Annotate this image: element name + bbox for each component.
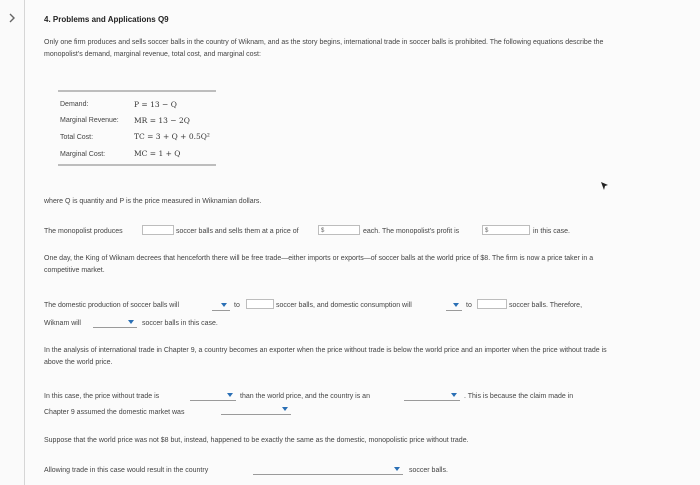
monopolist-suffix: in this case. <box>533 228 570 235</box>
country-role-dropdown[interactable] <box>404 391 460 401</box>
monopolist-mid2: each. The monopolist's profit is <box>363 228 460 235</box>
eq-formula-marginal-revenue: MR = 13 − 2Q <box>134 116 190 125</box>
case-prefix: In this case, the price without trade is <box>44 393 160 400</box>
allowing-suffix: soccer balls. <box>409 467 448 474</box>
domestic-prefix: The domestic production of soccer balls will <box>44 302 180 309</box>
price-comparison-dropdown[interactable] <box>190 391 236 401</box>
chevron-down-icon <box>282 407 288 411</box>
eq-label-marginal-cost: Marginal Cost: <box>60 151 106 158</box>
profit-input[interactable]: $ <box>482 225 530 235</box>
domestic-suffix: soccer balls. Therefore, <box>509 302 583 309</box>
where-text: where Q is quantity and P is the price measured in Wiknamian dollars. <box>44 198 262 205</box>
eq-formula-demand: P = 13 − Q <box>134 100 177 109</box>
case-line2-prefix: Chapter 9 assumed the domestic market was <box>44 409 185 416</box>
domestic-line2-suffix: soccer balls in this case. <box>142 320 218 327</box>
consumption-quantity-input[interactable] <box>477 299 507 309</box>
monopolist-mid1: soccer balls and sells them at a price of <box>176 228 299 235</box>
chevron-down-icon <box>128 320 134 324</box>
quantity-input[interactable] <box>142 225 174 235</box>
equation-top-rule <box>58 90 216 92</box>
chevron-down-icon <box>394 467 400 471</box>
domestic-mid: soccer balls, and domestic consumption will <box>276 302 412 309</box>
monopolist-prefix: The monopolist produces <box>44 228 123 235</box>
intro-paragraph: Only one firm produces and sells soccer balls in the country of Wiknam, and as the story begins, international trade in soccer balls is prohibited. The following equations describe the monopolist's demand, marginal revenue, total cost, and marginal cost: <box>44 39 604 58</box>
production-change-dropdown[interactable] <box>212 301 230 311</box>
eq-label-total-cost: Total Cost: <box>60 134 94 141</box>
trade-result-dropdown[interactable] <box>253 465 403 475</box>
left-sidebar-strip <box>0 0 25 485</box>
trade-role-dropdown[interactable] <box>93 318 137 328</box>
domestic-to2: to <box>466 302 472 309</box>
question-heading: 4. Problems and Applications Q9 <box>44 15 169 24</box>
mouse-cursor-icon <box>600 181 609 191</box>
production-quantity-input[interactable] <box>246 299 274 309</box>
eq-label-marginal-revenue: Marginal Revenue: <box>60 117 119 124</box>
eq-formula-marginal-cost: MC = 1 + Q <box>134 149 181 158</box>
chevron-right-icon[interactable] <box>6 12 18 24</box>
suppose-text: Suppose that the world price was not $8 but, instead, happened to be exactly the same as the domestic, monopolistic price without trade. <box>44 437 469 444</box>
price-input[interactable]: $ <box>318 225 360 235</box>
chevron-down-icon <box>221 303 227 307</box>
case-suffix: . This is because the claim made in <box>464 393 574 400</box>
case-mid: than the world price, and the country is an <box>240 393 370 400</box>
market-type-dropdown[interactable] <box>221 405 291 415</box>
chevron-down-icon <box>451 393 457 397</box>
chevron-down-icon <box>453 303 459 307</box>
eq-formula-total-cost: TC = 3 + Q + 0.5Q² <box>134 132 210 141</box>
domestic-line2-prefix: Wiknam will <box>44 320 81 327</box>
chevron-down-icon <box>227 393 233 397</box>
domestic-to1: to <box>234 302 240 309</box>
allowing-prefix: Allowing trade in this case would result in the country <box>44 467 209 474</box>
analysis-paragraph: In the analysis of international trade in Chapter 9, a country becomes an exporter when the price without trade is below the world price and an importer when the price without trade is above the world price. <box>44 347 607 366</box>
eq-label-demand: Demand: <box>60 101 89 108</box>
king-paragraph: One day, the King of Wiknam decrees that henceforth there will be free trade—either imports or exports—of soccer balls at the world price of $8. The firm is now a price taker in a competitive market. <box>44 255 594 274</box>
equation-bottom-rule <box>58 164 216 166</box>
consumption-change-dropdown[interactable] <box>446 301 462 311</box>
